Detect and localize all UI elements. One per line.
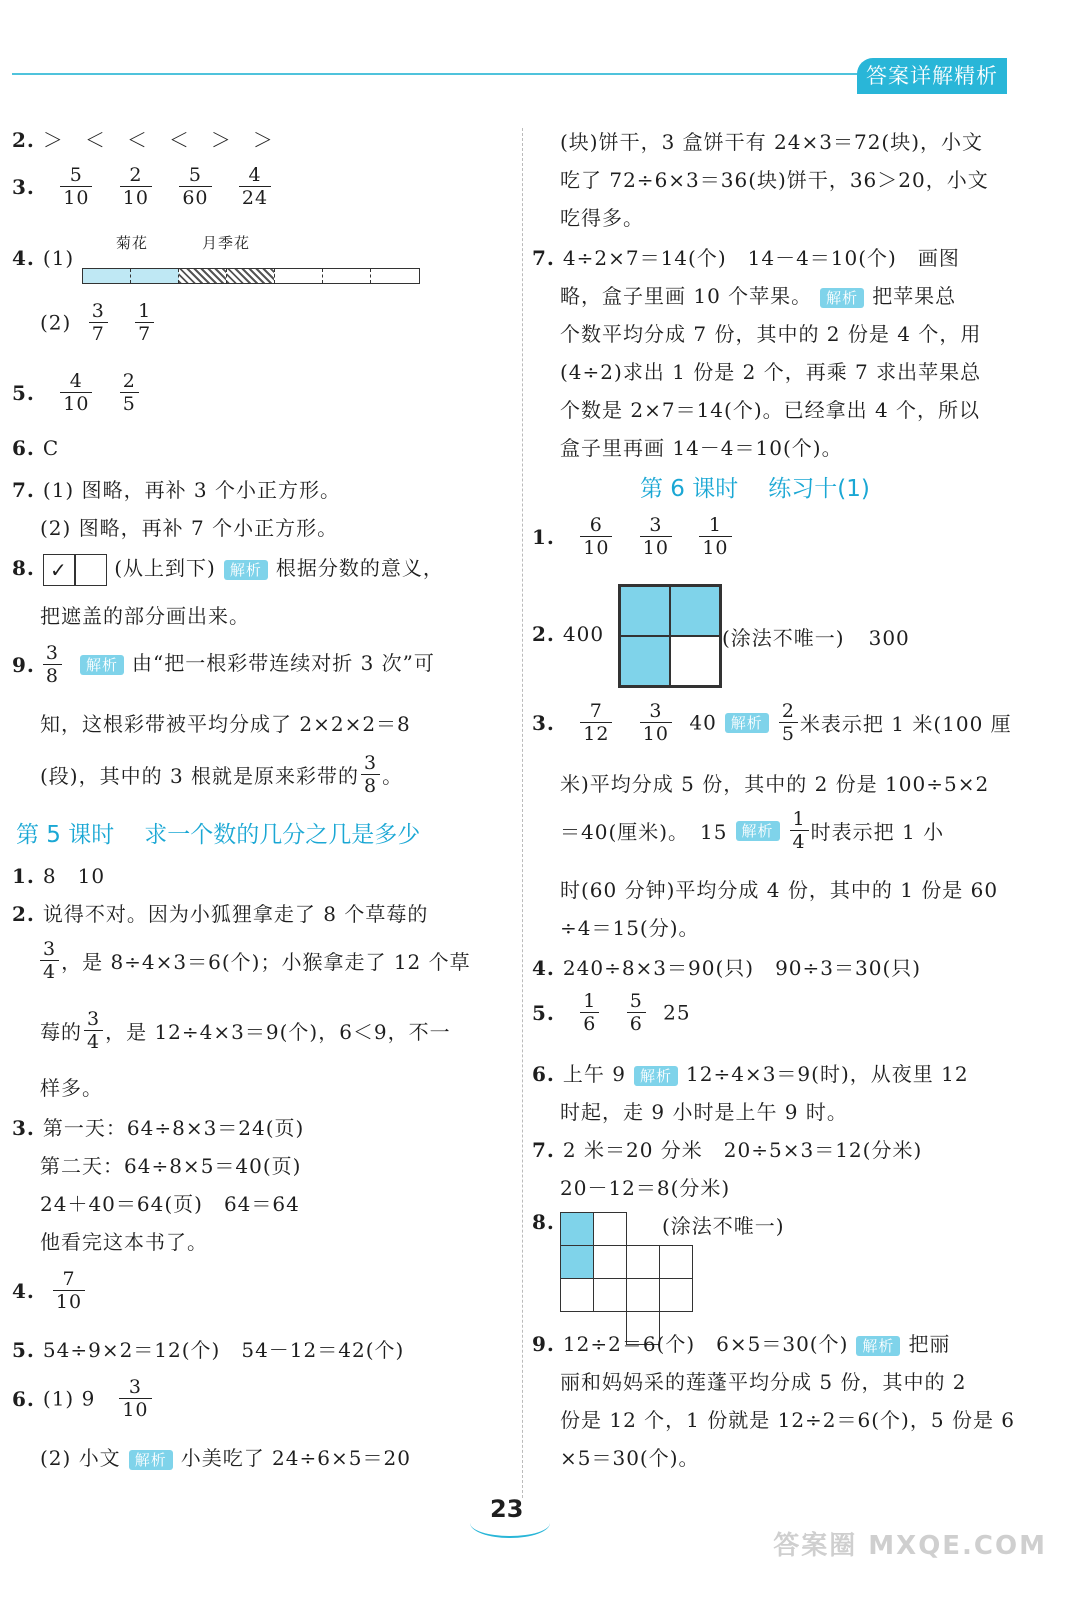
fraction: $\frac{1}{7}$ — [135, 300, 154, 345]
lesson5-answer-3-line3: 24＋40＝64(页) 64＝64 — [40, 1192, 300, 1216]
fraction: $\frac{3}{10}$ — [640, 514, 672, 559]
continued-line-3: 吃得多。 — [560, 206, 644, 230]
watermark: 答案圈 MXQE.COM — [773, 1531, 1047, 1561]
lesson6-answer-3-line4: 时(60 分钟)平均分成 4 份，其中的 1 份是 60 — [560, 878, 999, 902]
fraction: $\frac{3}{4}$ — [40, 938, 59, 983]
fraction: $\frac{4}{10}$ — [60, 370, 92, 415]
right-answer-7: 7. 4÷2×7＝14(个) 14－4＝10(个) 画图 — [532, 246, 960, 270]
answer-8-line2: 把遮盖的部分画出来。 — [40, 604, 250, 628]
lesson5-answer-6-2: (2) 小文 解析 小美吃了 24÷6×5＝20 — [40, 1446, 411, 1470]
section-title-lesson6: 第 6 课时 练习十(1) — [640, 476, 870, 502]
lesson5-answer-2-line4: 样多。 — [40, 1076, 103, 1100]
header-rule — [12, 73, 872, 75]
page-number-arc — [470, 1508, 550, 1538]
analysis-tag: 解析 — [725, 713, 769, 733]
answer-2: 2. ＞ ＜ ＜ ＜ ＞ ＞ — [12, 128, 274, 152]
lesson5-answer-5: 5. 54÷9×2＝12(个) 54－12＝42(个) — [12, 1338, 405, 1362]
analysis-tag: 解析 — [634, 1066, 678, 1086]
lesson6-answer-2-note: (涂法不唯一) 300 — [722, 626, 910, 650]
fraction-bar-diagram — [82, 268, 420, 284]
header-tag: 答案详解精析 — [857, 58, 1007, 94]
lesson6-answer-9-line3: 份是 12 个，1 份就是 12÷2＝6(个)，5 份是 6 — [560, 1408, 1016, 1432]
continued-line-2: 吃了 72÷6×3＝36(块)饼干，36＞20，小文 — [560, 168, 989, 192]
lesson6-answer-3-line5: ÷4＝15(分)。 — [560, 916, 700, 940]
continued-line-1: (块)饼干，3 盒饼干有 24×3＝72(块)，小文 — [560, 130, 984, 154]
lesson6-answer-9-line2: 丽和妈妈采的莲蓬平均分成 5 份，其中的 2 — [560, 1370, 967, 1394]
answer-9: 9. $\frac{3}{8}$ 解析 由“把一根彩带连续对折 3 次”可 — [12, 642, 435, 687]
lesson6-answer-3-line3: ＝40(厘米)。 15 解析 $\frac{1}{4}$ 时表示把 1 小 — [560, 808, 945, 853]
analysis-tag: 解析 — [736, 821, 780, 841]
page-number: 23 — [490, 1495, 524, 1523]
lesson6-answer-4: 4. 240÷8×3＝90(只) 90÷3＝30(只) — [532, 956, 922, 980]
lesson6-answer-5: 5. $\frac{1}{6}$ $\frac{5}{6}$ 25 — [532, 990, 691, 1035]
bar-label-rose: 月季花 — [202, 234, 251, 252]
bar-label-chrysanthemum: 菊花 — [116, 234, 149, 252]
analysis-tag: 解析 — [80, 655, 124, 675]
lesson6-answer-2: 2. 400 — [532, 622, 605, 646]
answer-9-line2: 知，这根彩带被平均分成了 2×2×2＝8 — [40, 712, 411, 736]
lesson6-answer-6-line2: 时起，走 9 小时是上午 9 时。 — [560, 1100, 848, 1124]
lesson5-answer-6: 6. (1) 9 $\frac{3}{10}$ — [12, 1376, 162, 1421]
lesson6-answer-3-line2: 米)平均分成 5 份，其中的 2 份是 100÷5×2 — [560, 772, 990, 796]
fraction: $\frac{3}{8}$ — [361, 752, 380, 797]
column-divider — [522, 128, 523, 1498]
fraction: $\frac{1}{6}$ — [580, 990, 599, 1035]
lesson6-answer-7-line2: 20－12＝8(分米) — [560, 1176, 731, 1200]
fraction: $\frac{7}{12}$ — [580, 700, 612, 745]
lesson6-answer-8-note: (涂法不唯一) — [662, 1214, 785, 1238]
fraction: $\frac{3}{8}$ — [43, 642, 62, 687]
lesson5-answer-2-line3: 莓的 $\frac{3}{4}$ ，是 12÷4×3＝9(个)，6＜9，不一 — [40, 1008, 451, 1053]
fraction: $\frac{1}{10}$ — [699, 514, 731, 559]
lesson6-answer-7: 7. 2 米＝20 分米 20÷5×3＝12(分米) — [532, 1138, 923, 1162]
fraction: $\frac{5}{10}$ — [60, 164, 92, 209]
lesson6-answer-9-line4: ×5＝30(个)。 — [560, 1446, 700, 1470]
answer-5: 5. $\frac{4}{10}$ $\frac{2}{5}$ — [12, 370, 149, 415]
lesson5-answer-3-line4: 他看完这本书了。 — [40, 1230, 208, 1254]
fraction: $\frac{2}{5}$ — [779, 700, 798, 745]
lesson6-answer-8: 8. — [532, 1210, 555, 1234]
answer-3: 3. $\frac{5}{10}$ $\frac{2}{10}$ $\frac{5}{60}$ $\frac{4}{24}$ — [12, 164, 281, 209]
right-answer-7-line2: 略，盒子里画 10 个苹果。 解析 把苹果总 — [560, 284, 957, 308]
answer-4-1: 4. (1) — [12, 246, 75, 270]
lesson5-answer-3: 3. 第一天：64÷8×3＝24(页) — [12, 1116, 305, 1140]
fraction: $\frac{1}{4}$ — [790, 808, 809, 853]
lesson6-answer-3: 3. $\frac{7}{12}$ $\frac{3}{10}$ 40 解析 $\frac{2}{5}$ 米表示把 1 米(100 厘 — [532, 700, 1012, 745]
lesson5-answer-3-line2: 第二天：64÷8×5＝40(页) — [40, 1154, 302, 1178]
right-answer-7-line5: 个数是 2×7＝14(个)。已经拿出 4 个，所以 — [560, 398, 981, 422]
section-title-lesson5: 第 5 课时 求一个数的几分之几是多少 — [16, 822, 421, 848]
fraction: $\frac{5}{60}$ — [179, 164, 211, 209]
fraction: $\frac{3}{4}$ — [84, 1008, 103, 1053]
right-answer-7-line3: 个数平均分成 7 份，其中的 2 份是 4 个，用 — [560, 322, 982, 346]
fraction: $\frac{3}{10}$ — [119, 1376, 151, 1421]
answer-9-line3: (段)，其中的 3 根就是原来彩带的 $\frac{3}{8}$ 。 — [40, 752, 404, 797]
answer-4-2: (2) $\frac{3}{7}$ $\frac{1}{7}$ — [40, 300, 164, 345]
answer-6: 6. C — [12, 436, 60, 460]
analysis-tag: 解析 — [820, 288, 864, 308]
lesson6-answer-6: 6. 上午 9 解析 12÷4×3＝9(时)，从夜里 12 — [532, 1062, 969, 1086]
fraction: $\frac{6}{10}$ — [580, 514, 612, 559]
analysis-tag: 解析 — [224, 560, 268, 580]
lesson5-answer-2-line2: $\frac{3}{4}$ ，是 8÷4×3＝6(个)；小猴拿走了 12 个草 — [40, 938, 471, 983]
lesson6-answer-1: 1. $\frac{6}{10}$ $\frac{3}{10}$ $\frac{1}{10}$ — [532, 514, 742, 559]
answer-8: 8. ✓ (从上到下) 解析 根据分数的意义， — [12, 552, 444, 586]
empty-box — [75, 554, 107, 586]
fraction: $\frac{2}{10}$ — [120, 164, 152, 209]
lesson5-answer-2: 2. 说得不对。因为小狐狸拿走了 8 个草莓的 — [12, 902, 429, 926]
analysis-tag: 解析 — [856, 1336, 900, 1356]
fraction: $\frac{3}{7}$ — [89, 300, 108, 345]
fraction: $\frac{4}{24}$ — [239, 164, 271, 209]
answer-7-2: (2) 图略，再补 7 个小正方形。 — [40, 516, 339, 540]
square-grid-diagram — [618, 584, 722, 688]
lesson6-answer-9: 9. 12÷2＝6(个) 6×5＝30(个) 解析 把丽 — [532, 1332, 951, 1356]
fraction: $\frac{2}{5}$ — [120, 370, 139, 415]
fraction: $\frac{3}{10}$ — [640, 700, 672, 745]
checked-box: ✓ — [43, 554, 75, 586]
right-answer-7-line4: (4÷2)求出 1 份是 2 个，再乘 7 求出苹果总 — [560, 360, 982, 384]
fraction: $\frac{7}{10}$ — [53, 1268, 85, 1313]
lesson5-answer-1: 1. 8 10 — [12, 864, 106, 888]
answer-7-1: 7. (1) 图略，再补 3 个小正方形。 — [12, 478, 342, 502]
fraction: $\frac{5}{6}$ — [627, 990, 646, 1035]
right-answer-7-line6: 盒子里再画 14－4＝10(个)。 — [560, 436, 843, 460]
lesson5-answer-4: 4. $\frac{7}{10}$ — [12, 1268, 95, 1313]
analysis-tag: 解析 — [129, 1450, 173, 1470]
